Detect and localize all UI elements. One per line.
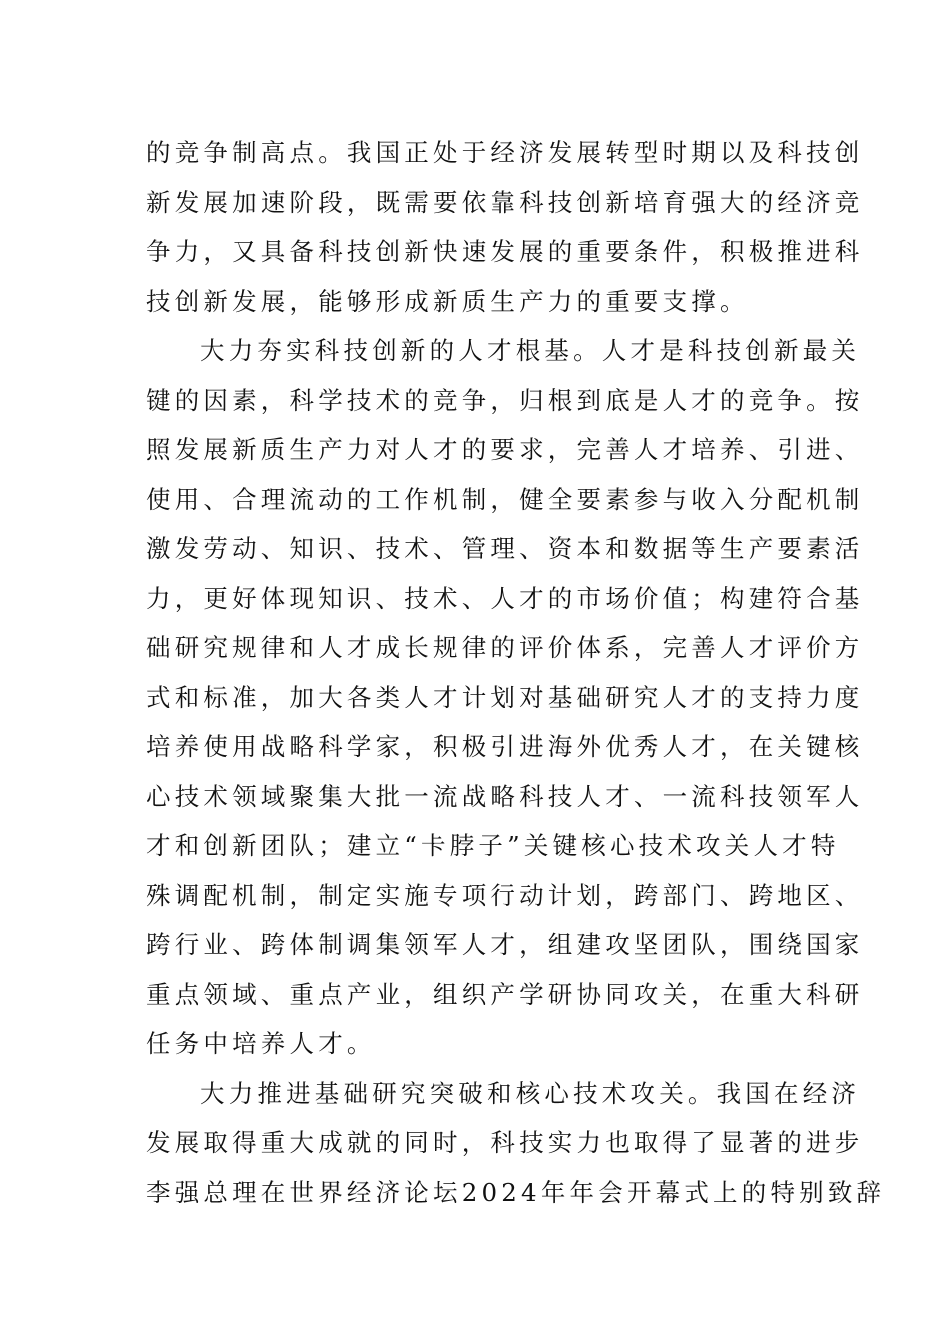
text-line: 争力，又具备科技创新快速发展的重要条件，积极推进科 [146,237,864,266]
paragraph-3 [146,1069,886,1218]
text-line: 李强总理在世界经济论坛2024年年会开幕式上的特别致辞 [146,1177,886,1207]
text-line: 才和创新团队；建立“卡脖子”关键核心技术攻关人才特 [146,831,840,860]
text-line: 新发展加速阶段，既需要依靠科技创新培育强大的经济竞 [146,187,864,217]
paragraph-1 [146,128,864,326]
text-line: 大力推进基础研究突破和核心技术攻关。我国在经济 [200,1078,861,1108]
text-line: 使用、合理流动的工作机制，健全要素参与收入分配机制 [146,484,864,514]
document-page [146,128,886,1217]
text-line: 心技术领域聚集大批一流战略科技人才、一流科技领军人 [146,781,864,811]
text-line: 殊调配机制，制定实施专项行动计划，跨部门、跨地区、 [146,880,864,910]
text-line: 重点领域、重点产业，组织产学研协同攻关，在重大科研 [146,979,864,1009]
text-line: 培养使用战略科学家，积极引进海外优秀人才，在关键核 [146,732,864,761]
text-line: 技创新发展，能够形成新质生产力的重要支撑。 [146,286,749,316]
text-line: 的竞争制高点。我国正处于经济发展转型时期以及科技创 [146,138,864,167]
text-line: 照发展新质生产力对人才的要求，完善人才培养、引进、 [146,435,864,464]
paragraph-2 [146,326,864,1069]
text-line: 跨行业、跨体制调集领军人才，组建攻坚团队，围绕国家 [146,930,864,959]
text-line: 力，更好体现知识、技术、人才的市场价值；构建符合基 [146,583,864,613]
text-line: 激发劳动、知识、技术、管理、资本和数据等生产要素活 [146,534,864,563]
text-line: 键的因素，科学技术的竞争，归根到底是人才的竞争。按 [146,385,864,415]
text-line: 发展取得重大成就的同时，科技实力也取得了显著的进步 [146,1128,864,1157]
text-line: 大力夯实科技创新的人才根基。人才是科技创新最关 [200,336,861,365]
text-line: 式和标准，加大各类人才计划对基础研究人才的支持力度 [146,682,864,712]
text-line: 任务中培养人才。 [146,1029,376,1058]
text-line: 础研究规律和人才成长规律的评价体系，完善人才评价方 [146,633,864,662]
